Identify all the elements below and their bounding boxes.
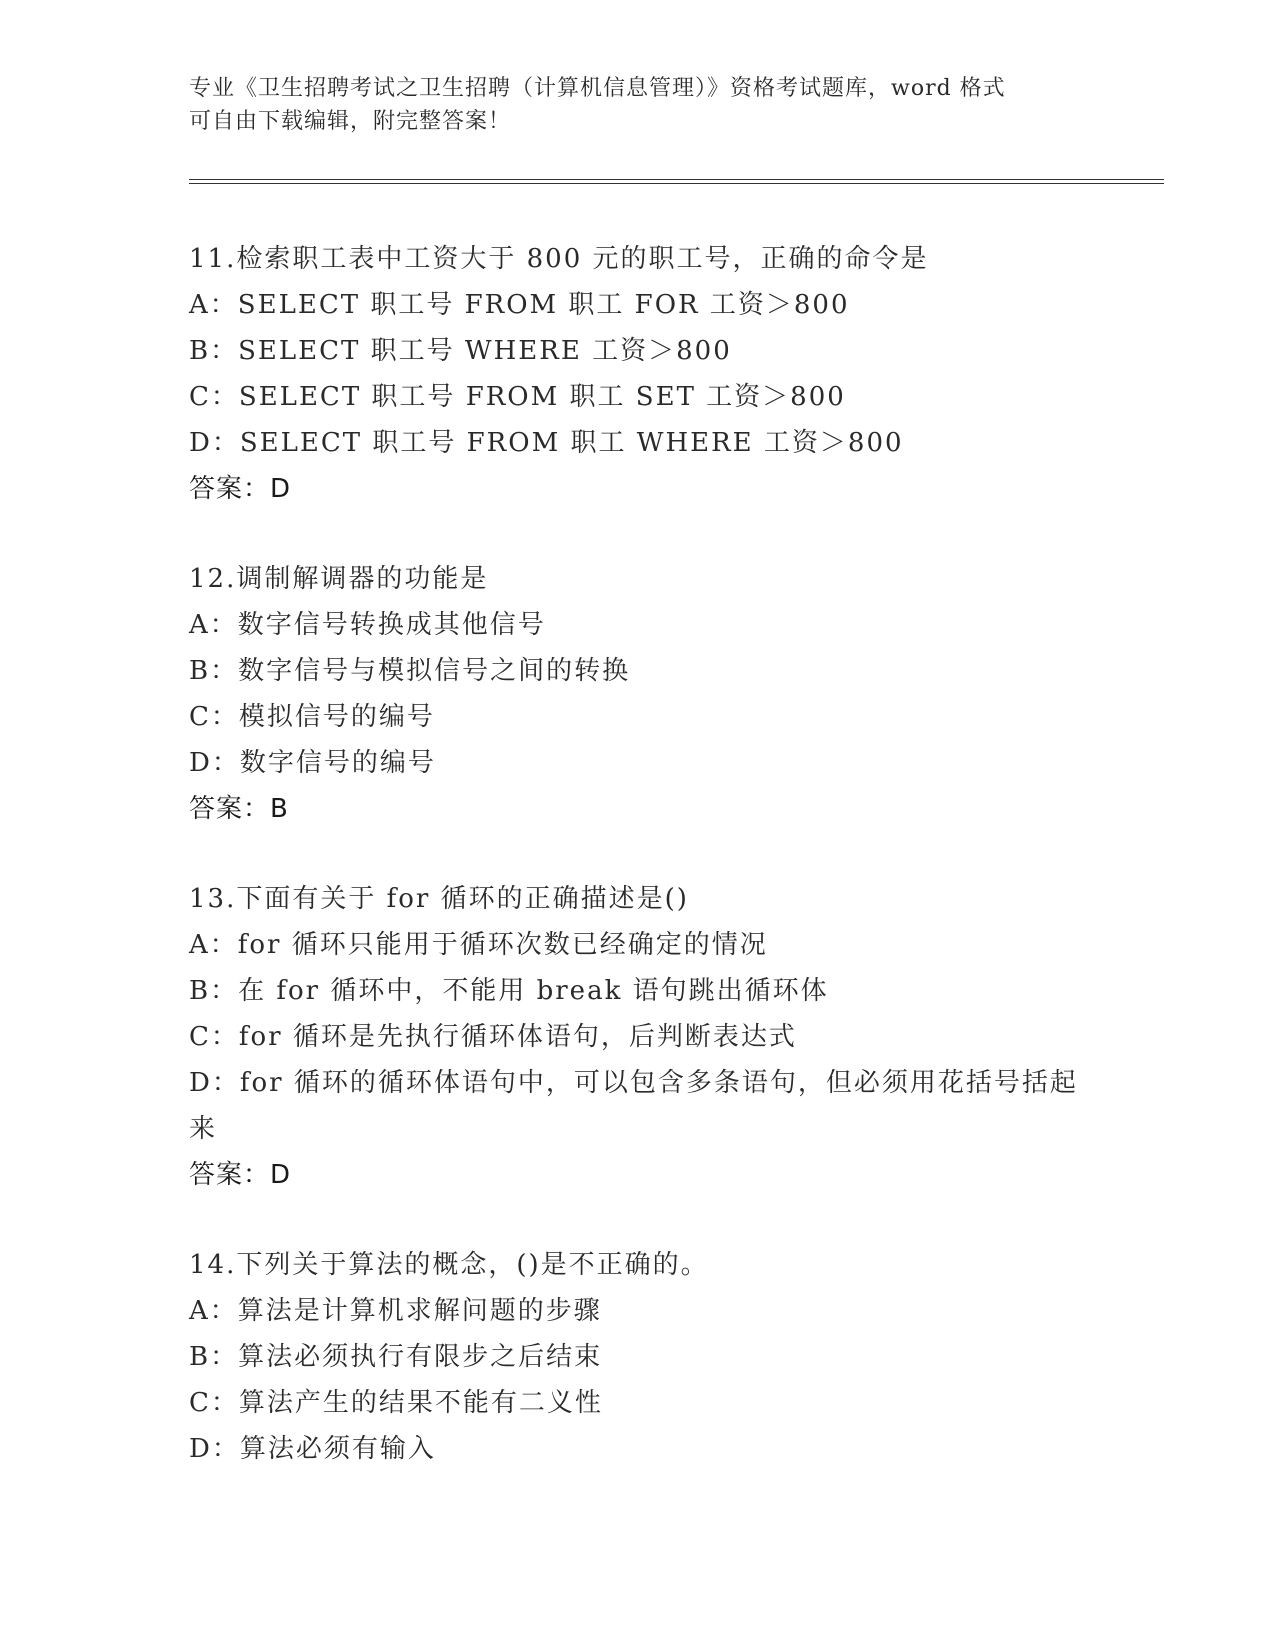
option-a: A：算法是计算机求解问题的步骤	[189, 1296, 602, 1326]
option-d: D：for 循环的循环体语句中，可以包含多条语句，但必须用花括号括起来	[189, 1068, 1078, 1144]
header-line-1: 专业《卫生招聘考试之卫生招聘（计算机信息管理）》资格考试题库，word 格式	[189, 76, 1006, 101]
question-stem: 14.下列关于算法的概念，()是不正确的。	[189, 1250, 709, 1280]
question-14	[189, 1242, 1089, 1472]
option-b: B：SELECT 职工号 WHERE 工资＞800	[189, 336, 732, 366]
header-divider	[189, 179, 1164, 184]
option-a: A：SELECT 职工号 FROM 职工 FOR 工资＞800	[189, 290, 850, 320]
question-stem: 13.下面有关于 for 循环的正确描述是()	[189, 884, 689, 914]
document-header	[189, 72, 1089, 138]
option-c: C：模拟信号的编号	[189, 702, 435, 732]
question-stem: 11.检索职工表中工资大于 800 元的职工号，正确的命令是	[189, 244, 929, 274]
option-c: C：SELECT 职工号 FROM 职工 SET 工资＞800	[189, 382, 846, 412]
answer: 答案：D	[189, 474, 292, 504]
answer: 答案：D	[189, 1160, 292, 1190]
option-a: A：for 循环只能用于循环次数已经确定的情况	[189, 930, 768, 960]
question-stem: 12.调制解调器的功能是	[189, 564, 489, 594]
option-b: B：算法必须执行有限步之后结束	[189, 1342, 603, 1372]
question-13	[189, 876, 1089, 1198]
question-11	[189, 236, 1089, 512]
option-d: D：SELECT 职工号 FROM 职工 WHERE 工资＞800	[189, 428, 904, 458]
option-d: D：算法必须有输入	[189, 1434, 436, 1464]
option-c: C：for 循环是先执行循环体语句，后判断表达式	[189, 1022, 797, 1052]
question-list	[189, 236, 1089, 1516]
option-a: A：数字信号转换成其他信号	[189, 610, 546, 640]
answer: 答案：B	[189, 794, 289, 824]
question-12	[189, 556, 1089, 832]
option-b: B：在 for 循环中，不能用 break 语句跳出循环体	[189, 976, 829, 1006]
option-d: D：数字信号的编号	[189, 748, 436, 778]
option-c: C：算法产生的结果不能有二义性	[189, 1388, 603, 1418]
header-line-2: 可自由下载编辑，附完整答案！	[189, 109, 512, 134]
option-b: B：数字信号与模拟信号之间的转换	[189, 656, 631, 686]
